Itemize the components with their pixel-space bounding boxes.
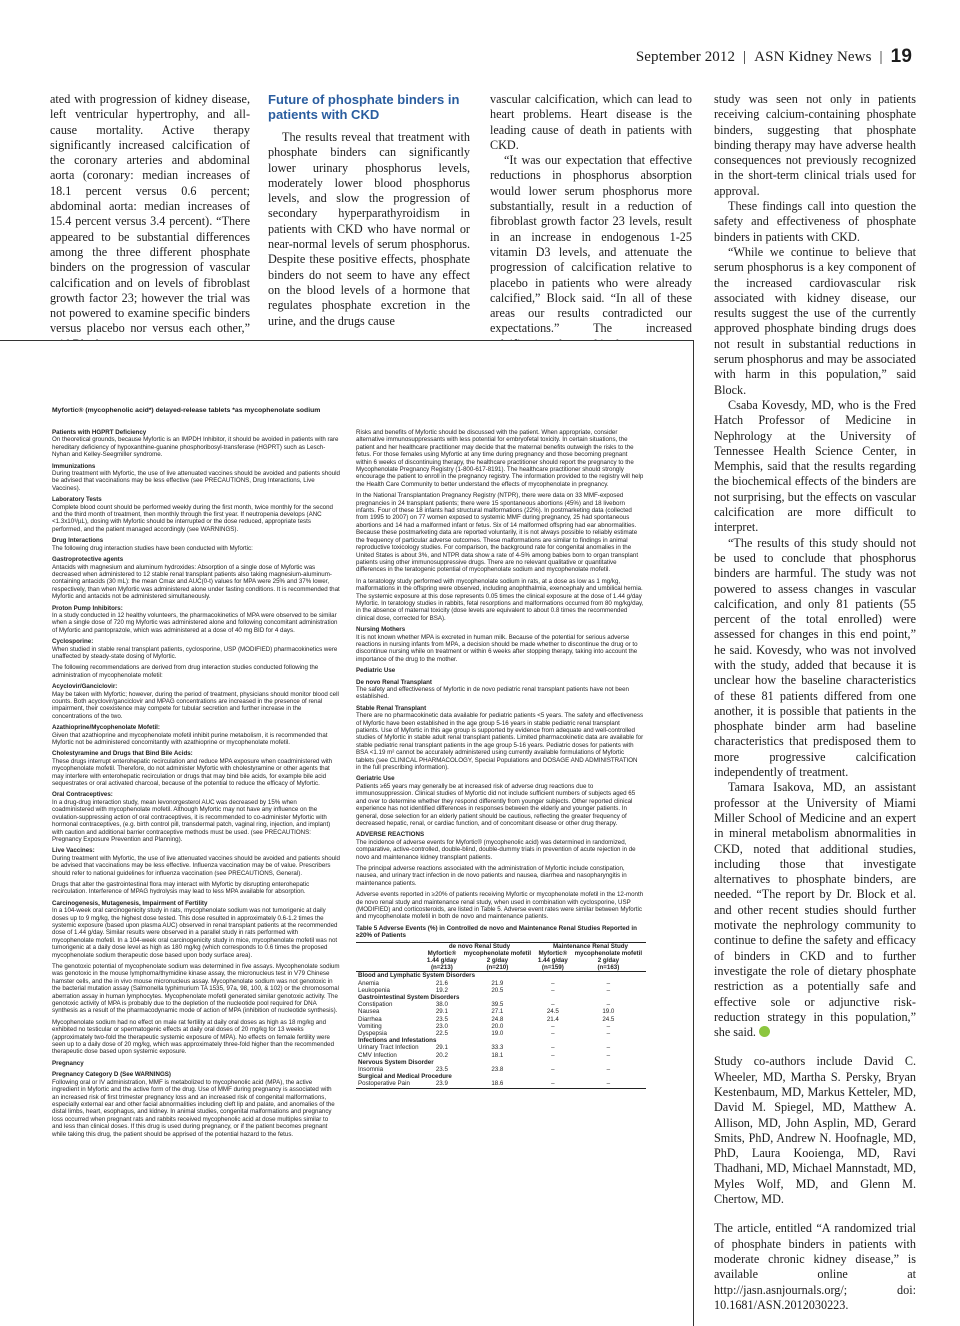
table-cell: 23.5 [435,1015,448,1023]
table-cell: 27.1 [491,1008,504,1016]
table-cell: – [606,1051,611,1059]
ad-paragraph [356,667,644,674]
ad-text: The following drug interaction studies have been conducted with Myfortic: [52,544,253,552]
table-cell: 24.5 [546,1008,559,1016]
drug-advertisement [0,340,694,1326]
ad-paragraph [52,1060,340,1067]
ad-column-left [52,429,340,1142]
table-cell: – [551,1066,555,1074]
table-row-label: Leukopenia [358,986,390,994]
table-row-label: CMV Infection [358,1051,397,1059]
table-cell: 21.4 [546,1015,559,1023]
table-row [356,1030,646,1037]
table-cell: 20.5 [491,986,504,994]
ad-heading: Nursing Mothers [356,626,406,634]
ad-text: In a 104-week oral carcinogenicity study in rats, mycophenolate sodium was not tumorigenic at daily doses up to 9 mg/kg, the highest dose tested. This dose resulted in approximately 0.6-1.2 times the systemic exposure (based upon plasma AUC) observed in renal transplant patients at the recommended dose of 1.44 g/day. Similar results were observed in a parallel study in rats performed with mycophenolate mofetil. In a 104-week oral carcinogenicity study in mice, mycophenolate mofetil was not tumorigenic at a daily dose level as high as 180 mg/kg (which corresponds to 0.6 times the proposed mycophenolate sodium therapeutic dose based upon body surface area). [52,907,338,959]
table-header-blank [356,942,424,950]
table-row [356,1052,646,1059]
table-cell: 29.1 [435,1044,448,1052]
ad-heading: Live Vaccines: [52,847,95,855]
table-title: Table 5 Adverse Events (%) in Controlled de novo and Maintenance Renal Studies Reported in ≥20% of Patients [356,924,637,940]
table-row [356,1001,646,1008]
table-cell: 39.5 [491,1001,504,1009]
ad-heading: Drug Interactions [52,537,104,545]
ad-heading: Pediatric Use [356,667,396,675]
ad-text: In the National Transplantation Pregnancy Registry (NTPR), there were data on 33 MMF-exposed pregnancies in 24 transplant patients; there were 15 spontaneous abortions (45%) and 18 liveborn infants. Four of these 18 infants had structural malformations (22%). In postmarketing data (collected from 1995 to 2007) on 77 women exposed to systemic MMF during pregnancy, 25 had spontaneous abortions and 14 had a malformed infant or fetus. Six of 14 malformed offspring had ear abnormalities. Because these postmarketing data are reported voluntarily, it is not always possible to reliably estimate the frequency of particular adverse outcomes. These malformations are similar to findings in animal reproductive toxicology studies. For comparison, the background rate for congenital anomalies in the United States is about 3%, and NTPR data show a rate of 4-5% among babies born to organ transplant patients using other immunosuppressive drugs. There are no relevant qualitative or quantitative differences in the teratogenic potential of mycophenolate sodium and mycophenolate mofetil. [356,492,639,574]
table-row-label: Nausea [358,1008,380,1016]
table-cell: 29.1 [435,1008,448,1016]
ad-paragraph [52,638,340,660]
table-cell: 20.2 [435,1051,448,1059]
article-column-2 [268,92,470,329]
paragraph: “It was our expectation that effective reductions in phosphorus absorption would lower serum phosphorus more substantially, result in a reduction of fibroblast growth factor 23 levels, result in an increase in endogenous 1-25 vitamin D3 levels, and attenuate the progression of calcification relative to placebo in patients who were already calcified,” Block said. “In all of these areas our results contradicted our expectations.” The increased [490,153,692,336]
ad-paragraph [52,463,340,493]
table-group-label: Infections and Infestations [358,1037,437,1045]
table-cell: – [535,1080,571,1088]
ad-paragraph [52,664,340,679]
table-cell: 19.0 [602,1008,615,1016]
paragraph [714,780,916,1040]
ad-text: Given that azathioprine and mycophenolate mofetil inhibit purine metabolism, it is recommended that Myfortic not be administered concomitantly with azathioprine or mycophenolate mofetil. [52,731,328,747]
ad-paragraph [52,791,340,843]
table-row [356,1044,646,1051]
ad-paragraph [52,963,340,1015]
table-cell: 21.9 [491,979,504,987]
ad-paragraph [52,556,340,600]
ad-paragraph [356,891,644,921]
ad-paragraph [356,429,644,488]
article-end-mark-icon [759,1026,770,1037]
table-cell: – [606,986,611,994]
ad-paragraph [356,705,644,772]
table-row-label: Diarrhea [358,1015,382,1023]
table-row-label: Insomnia [358,1066,384,1074]
table-cell: 33.3 [491,1044,504,1052]
ad-paragraph [52,881,340,896]
table-cell: – [606,1001,611,1009]
ad-text: The principal adverse reactions associated with the administration of Myfortic include constipation, nausea, and urinary tract infection in de novo patients and nausea, diarrhea and nasopharyngitis in maintenance patients. [356,864,627,887]
table-cell: – [606,1044,611,1052]
citation-paragraph: The article, entitled “A randomized trial of phosphate binders in patients with moderate chronic kidney disease,” is available online at http://jasn.asnjournals.org/; doi: 10.1681/ASN.2012030223. [714,1221,916,1312]
ad-text: The following recommendations are derived from drug interaction studies conducted following the administration of mycophenolate mofetil: [52,664,319,679]
table-group-label: Blood and Lymphatic System Disorders [358,972,476,980]
ad-paragraph [52,683,340,720]
ad-heading: ADVERSE REACTIONS [356,831,425,839]
table-cell: – [551,1001,555,1009]
table-row [356,980,646,987]
header-separator: | [743,48,747,65]
table-column-n: (n=213) [424,964,460,972]
issue-date: September 2012 [635,48,736,65]
ad-text: The safety and effectiveness of Myfortic in de novo pediatric renal transplant patients have not been established. [356,686,629,701]
ad-text: During treatment with Myfortic, the use of live attenuated vaccines should be avoided and patients should be advised that vaccinations may be less effective (see PRECAUTIONS, Drug Interactions, Live Vaccines). [52,470,340,492]
table-row [356,1080,646,1088]
paragraph: “The results of this study should not be used to conclude that phosphorus binders are harmful. The study was not powered to assess changes in vascular calcification, and only 81 patients (55 percent of the total enrolled) were assessed for changes in this end point,” he said. Kovesdy, who was not involved with the study, added that because it is unclear how the baseline characteristics of these 81 patients differed from one another, it is possible that patients in the phosphate binder arm had baseline characteristics that predisposed them to more progressive calcification independently of treatment. [714,535,916,780]
table-cell: 23.5 [435,1066,448,1074]
ad-text: When studied in stable renal transplant patients, cyclosporine, USP (MODIFIED) pharmacokinetics were unaffected by steady-state dosing of Myfortic. [52,645,338,660]
ad-paragraph [52,900,340,959]
table-column-n: (n=163) [571,964,646,972]
ad-heading: Proton Pump Inhibitors: [52,604,123,612]
table-cell: 23.9 [424,1080,460,1088]
ad-paragraph [52,496,340,533]
table-column-n: (n=210) [460,964,535,972]
table-cell: – [606,1030,611,1038]
ad-text: On theoretical grounds, because Myfortic is an IMPDH Inhibitor, it should be avoided in patients with rare hereditary deficiency of hypoxanthine-guanine phosphoribosyl-transferase (HGPRT) such as Lesch-Nyhan and Kelley-Seegmiller syndrome. [52,436,339,459]
paragraph: The results reveal that treatment with phosphate binders can significantly lower urinary phosphorus levels, moderately lower blood phosphorus levels, and slow the progression of secondary hyperparathyroidism in patients with CKD who have normal or near-normal levels of serum phosphorus. Despite these positive effects, phosphate binders do not seem to have any effect on the blood levels of a hormone that regulates phosphate excretion in the urine, and the drugs cause [268,130,470,328]
ad-heading: Acyclovir/Ganciclovir: [52,683,118,691]
ad-text: Risks and benefits of Myfortic should be discussed with the patient. When appropriate, consider alternative immunosuppressants with less potential for embryofetal toxicity. In certain situations, the patient and her healthcare practitioner may decide that the maternal benefits outweigh the risks to the fetus. For those females using Myfortic at any time during pregnancy and those becoming pregnant within 6 weeks of discontinuing therapy, the healthcare practitioner should report the pregnancy to the Mycophenolate Pregnancy Registry (1-800-617-8191). The healthcare practitioner should strongly encourage the patient to enroll in the pregnancy registry. The information provided to the registry will help the Health Care Community to better understand the effects of mycophenolate in pregnancy. [356,429,644,488]
paragraph: study was seen not only in patients receiving calcium-containing phosphate binders, suggesting that phosphate binding therapy may have adverse health consequences not previously recognized in the short-term clinical trials used for approval. [714,92,916,198]
ad-heading: De novo Renal Transplant [356,678,432,686]
table-cell: – [551,1022,555,1030]
ad-paragraph [52,605,340,635]
page-header [636,46,912,68]
page-number: 19 [890,46,912,67]
ad-heading: Cholestyramine and Drugs that Bind Bile Acids: [52,750,193,758]
table-cell: 19.0 [491,1030,504,1038]
table-cell: – [606,1066,611,1074]
ad-paragraph [52,1071,340,1138]
ad-heading: Laboratory Tests [52,496,102,504]
table-cell: – [551,1044,555,1052]
table-cell: 20.0 [491,1022,504,1030]
table-cell: – [606,1022,611,1030]
table-group-header: de novo Renal Study [424,942,535,950]
table-row-label: Constipation [358,1001,393,1009]
ad-text: Following oral or IV administration, MMF is metabolized to mycophenolic acid (MPA), the active ingredient in Myfortic and the active form of the drug. Use of MMF during pregnancy is associated with an increased risk of first trimester pregnancy loss and an increased risk of congenital malformations, especially external ear and other facial abnormalities including cleft lip and palate, and anomalies of the distal limbs, heart, esophagus, and kidney. In animal studies, congenital malformations and pregnancy loss occurred when pregnant rats and rabbits received mycophenolic acid at dose multiples similar to and less than clinical doses. If this drug is used during pregnancy, or if the patient becomes pregnant while taking this drug, the patient should be apprised of the potential hazard to the fetus. [52,1078,335,1138]
table-cell: 23.8 [491,1066,504,1074]
table-group-label: Surgical and Medical Procedure [358,1073,452,1081]
table-group-row [356,1037,646,1044]
ad-text: May be taken with Myfortic; however, during the period of treatment, physicians should monitor blood cell counts. Both acyclovir/ganciclovir and MPAG concentrations are increased in the presence of renal impairment, their coexistence may compete for tubular secretion and further increase in the concentrations of the two. [52,690,339,720]
ad-text: The incidence of adverse events for Myfortic® (mycophenolic acid) was determined in randomized, comparative, active-controlled, double-blind, double-dummy trials in prevention of acute rejection in de novo and maintenance kidney transplant patients. [356,838,636,861]
table-column-dose: 1.44 g/day [537,957,568,964]
table-column-n: (n=159) [535,964,571,972]
ad-text: Mycophenolate sodium had no effect on male rat fertility at daily oral doses as high as 18 mg/kg and exhibited no testicular or spermatogenic effects at daily oral doses of 20 mg/kg for 13 weeks (approximately two-fold the therapeutic systemic exposure of MPA). No effects on female fertility were seen up to a daily dose of 20 mg/kg, which was approximately three-fold higher than the recommended therapeutic dose based upon systemic exposure. [52,1018,335,1056]
ad-paragraph [52,429,340,459]
table-group-row [356,1073,646,1080]
table-group-row [356,972,646,980]
table-column-drug: Myfortic® [427,949,457,957]
ad-text: During treatment with Myfortic, the use of live attenuated vaccines should be avoided and patients should be advised that vaccinations may be less effective. Influenza vaccination may be of value. Prescribers should refer to national guidelines for influenza vaccination (see PRECAUTIONS, General). [52,854,340,877]
ad-text: Complete blood count should be performed weekly during the first month, twice monthly for the second and the third month of treatment, then monthly through the first year. If neutropenia develops (ANC <1.3x10³/µL), dosing with Myfortic should be interrupted or the dose reduced, appropriate tests performed, and the patient managed accordingly (see WARNINGS). [52,503,333,533]
ad-heading: Gastroprotective agents [52,556,124,564]
ad-paragraph [356,775,644,827]
table-cell: – [571,1080,646,1088]
ad-text: In a teratology study performed with mycophenolate sodium in rats, at a dose as low as 1 mg/kg, malformations in the offspring were observed, including anophthalmia, exencephaly and umbilical hernia. The systemic exposure at this dose represents 0.05 times the clinical exposure at the dose of 1.44 g/day Myfortic. In teratology studies in rabbits, fetal resorptions and malformations occurred from 80 mg/kg/day, in the absence of maternal toxicity (dose levels are equivalent to about 0.8 times the recommended clinical dose, corrected for BSA). [356,577,644,622]
table-column-dose: 2 g/day [597,957,620,964]
ad-text: Drugs that alter the gastrointestinal flora may interact with Myfortic by disrupting enterohepatic recirculation. Interference of MPAG hydrolysis may lead to less MPA available for absorption. [52,880,310,896]
table-group-label: Gastrointestinal System Disorders [358,994,460,1002]
table-row-label: Postoperative Pain [356,1080,424,1088]
table-column-drug: Myfortic® [538,949,568,957]
table-cell: 22.5 [435,1030,448,1038]
table-row [356,1008,646,1015]
table-row [356,1016,646,1023]
table-row [356,1023,646,1030]
ad-text: In a study conducted in 12 healthy volunteers, the pharmacokinetics of MPA were observed to be similar when a single dose of 720 mg Myfortic was administered alone and following concomitant administration of Myfortic and pantoprazole, which was administered at a dose of 40 mg BID for 4 days. [52,611,338,634]
coauthors-paragraph: Study co-authors include David C. Wheeler, MD, Martha S. Persky, Bryan Kestenbaum, MD, Markus Ketteler, MD, David M. Spiegel, MD, Matthew A. Allison, MD, John Asplin, MD, Gerard Smits, PhD, Andrew N. Hoofnagle, MD, PhD, Laura Kooienga, MD, Ravi Thadhani, MD, Michael Mannstadt, MD, Myles Wolf, MD, and Glenn M. Chertow, MD. [714,1054,916,1207]
table-cell: 19.2 [435,986,448,994]
ad-text: In a drug-drug interaction study, mean levonorgesterol AUC was decreased by 15% when coadministered with mycophenolate mofetil. Although Myfortic may not have any influence on the ovulation-suppressing action of oral contraceptives, it is recommended to co-administer Myfortic with hormonal contraceptives, (e.g. birth control pill, transdermal patch, vaginal ring, injection, and implant) with caution and additional barrier contraceptive methods must be used. (see PRECAUTIONS: Pregnancy Exposure Prevention and Planning). [52,798,331,843]
table-group-header: Maintenance Renal Study [535,942,646,950]
table-column-dose: 2 g/day [486,957,509,964]
table-cell: 24.8 [491,1015,504,1023]
paragraph: These findings call into question the safety and effectiveness of phosphate binders in patients with CKD. [714,199,916,244]
table-cell: – [606,979,611,987]
table-row-label: Dyspepsia [358,1030,387,1038]
ad-paragraph [52,847,340,877]
article-column-1 [50,92,250,352]
ad-paragraph [52,537,340,552]
header-separator: | [879,48,883,65]
ad-column-right [356,429,644,1089]
table-cell: – [551,986,555,994]
table-column-dose: 1.44 g/day [426,957,457,964]
article-column-4 [714,92,916,1313]
paragraph: Csaba Kovesdy, MD, who is the Fred Hatch Professor of Medicine in Nephrology at the University of Tennessee Health Science Center, in Memphis, said that the results regarding the biochemical effects of the binders are not surprising, but the effects on vascular calcification are more difficult to interpret. [714,397,916,535]
table-row [356,987,646,994]
ad-paragraph [52,750,340,787]
table-cell: 18.1 [491,1051,504,1059]
ad-text: The genotoxic potential of mycophenolate sodium was determined in five assays. Mycophenolate sodium was genotoxic in the mouse lymphoma/thymidine kinase assay, the micronucleus test in V79 Chinese hamster cells, and the in vivo mouse micronucleus assay. Mycophenolate sodium was not genotoxic in the bacterial mutation assay (Salmonella typhimurium TA 1535, 97a, 98, 100, & 102) or the chromosomal aberration assay in human lymphocytes. Mycophenolate mofetil generated similar genotoxic activity. The genotoxic activity of MPA is probably due to the depletion of the nucleotide pool required for DNA synthesis as a result of the pharmacodynamic mode of action of MPA (inhibition of nucleotide synthesis). [52,963,340,1015]
adverse-events-table [356,942,646,1089]
ad-heading: Geriatric Use [356,775,395,783]
ad-heading: Azathioprine/Mycophenolate Mofetil: [52,724,160,732]
ad-heading: Carcinogenesis, Mutagenesis, Impairment of Fertility [52,899,208,907]
ad-paragraph [52,724,340,746]
table-group-label: Nervous System Disorder [358,1058,434,1066]
table-column-drug: mycophenolate mofetil [574,949,643,957]
paragraph: “While we continue to believe that serum phosphorus is a key component of the increased cardiovascular risk associated with kidney disease, our results suggest the use of the currently approved phosphate binding drugs does not result in substantial reductions in serum phosphorus and may be associated with harm in this population,” said Block. [714,244,916,397]
table-row-label: Anemia [358,979,379,987]
paragraph: vascular calcification, which can lead to heart problems. Heart disease is the leading cause of death in patients with CKD. [490,92,692,152]
table-row [356,1066,646,1073]
paragraph-text: Tamara Isakova, MD, an assistant professor at the University of Miami Miller School of Medicine and an expert in mineral metabolism abnormalities in CKD, noted that additional studies, including those that investigate alternatives to phosphate binders, are needed. “The report by Dr. Block et al. and other recent studies should further motivate the nephrology community to continue to define the safety and efficacy of binders in CKD and to further investigate the role of dietary phosphate restriction as a potentially safe and effective sole or adjunctive risk-reduction strategy in this population,” she said. [714,780,916,1040]
ad-heading: Pregnancy [52,1059,84,1067]
ad-text: These drugs interrupt enterohepatic recirculation and reduce MPA exposure when coadministered with mycophenolate mofetil. Therefore, do not administer Myfortic with cholestyramine or other agents that may interfere with enterohepatic recirculation or drugs that may bind bile acids, for example bile acid sequestrates or oral activated charcoal, because of the potential to reduce the efficacy of Myfortic. [52,757,333,788]
ad-title: Myfortic® (mycophenolic acid*) delayed-release tablets *as mycophenolate sodium [52,407,321,414]
ad-right-text [356,429,644,921]
publication-name: ASN Kidney News [754,48,872,65]
table-group-row [356,994,646,1001]
ad-paragraph [356,492,644,573]
table-cell: – [551,979,555,987]
table-cell: 21.6 [435,979,448,987]
table-row-label: Vomiting [358,1022,382,1030]
table-group-row [356,1059,646,1066]
ad-paragraph [356,626,644,663]
table-column-drug: mycophenolate mofetil [463,949,532,957]
ad-paragraph [52,1019,340,1056]
ad-heading: Patients with HGPRT Deficiency [52,429,147,436]
ad-heading: Immunizations [52,462,96,470]
section-subhead: Future of phosphate binders in patients with CKD [268,92,460,122]
table-cell: 24.5 [602,1015,615,1023]
ad-text: Patients ≥65 years may generally be at increased risk of adverse drug reactions due to immunosuppression. Clinical studies of Myfortic did not include sufficient numbers of subjects aged 65 and over to determine whether they respond differently from younger subjects. Other reported clinical experience has not identified differences in responses between the elderly and younger patients. In general, dose selection for an elderly patient should be cautious, reflecting the greater frequency of decreased hepatic, renal, or cardiac function, and of concomitant disease or other drug therapy. [356,782,636,827]
ad-text: Antacids with magnesium and aluminum hydroxides: Absorption of a single dose of Myfortic was decreased when administered to 12 stable renal transplant patients also taking magnesium-aluminum-containing antacids (30 mL): the mean Cmax and AUC(0-t) values for MPA were 25% and 37% lower, respectively, than when Myfortic was administered alone under fasting conditions. It is recommended that Myfortic and antacids not be administered simultaneously. [52,563,340,601]
ad-heading: Pregnancy Category D (See WARNINGS) [52,1071,171,1079]
table-cell: – [551,1051,555,1059]
table-cell: 23.0 [435,1022,448,1030]
table-cell: 38.0 [435,1001,448,1009]
table-cell: – [551,1030,555,1038]
article-column-3 [490,92,692,352]
table-row-label: Urinary Tract Infection [358,1044,419,1052]
paragraph: ated with progression of kidney disease, left ventricular hypertrophy, and all-cause mortality. Active therapy significantly increased calcification of the coronary arteries and abdominal aorta (coronary: median increases of 18.1 percent versus 0.6 percent; abdominal aorta: median increases of 15.4 percent versus 3.4 percent). “There appeared to be substantial differences among the three different phosphate binders on the progression of vascular calcification and on levels of fibroblast growth factor 23; however the trial was not powered to examine specific binders versus placebo nor versus each other,” [50,92,250,336]
ad-heading: Stable Renal Transplant [356,704,427,712]
ad-text: Adverse events reported in ≥20% of patients receiving Myfortic or mycophenolate mofetil in the 12-month de novo renal study and maintenance renal study, when used in combination with cyclosporine, USP (MODIFIED) and corticosteroids, are listed in Table 5. Adverse event rates were similar between Myfortic and mycophenolate mofetil in both de novo and maintenance patients. [356,891,644,921]
table-cell: 18.6 [460,1080,535,1088]
ad-paragraph [356,865,644,887]
ad-text: It is not known whether MPA is excreted in human milk. Because of the potential for serious adverse reactions in nursing infants from MPA, a decision should be made whether to discontinue the drug or to discontinue nursing while on treatment or within 6 weeks after stopping therapy, taking into account the importance of the drug to the mother. [356,633,638,663]
ad-paragraph [356,679,644,701]
ad-heading: Oral Contraceptives: [52,791,113,799]
ad-heading: Cyclosporine: [52,638,94,646]
ad-text: There are no pharmacokinetic data available for pediatric patients <5 years. The safety and effectiveness of Myfortic have been established in the age group 5-16 years in stable pediatric renal transplant patients. Use of Myfortic in this age group is supported by evidence from adequate and well-controlled studies of Myfortic in stable adult renal transplant patients. Limited pharmacokinetic data are available for stable pediatric renal transplant patients in the age group 5-16 years. Pediatric doses for patients with BSA <1.19 m² cannot be accurately administered using currently available formulations of Myfortic tablets (see CLINICAL PHARMACOLOGY, Special Populations and DOSAGE AND ADMINISTRATION in the full prescribing information). [356,712,644,772]
ad-paragraph [356,578,644,622]
ad-paragraph [356,831,644,861]
